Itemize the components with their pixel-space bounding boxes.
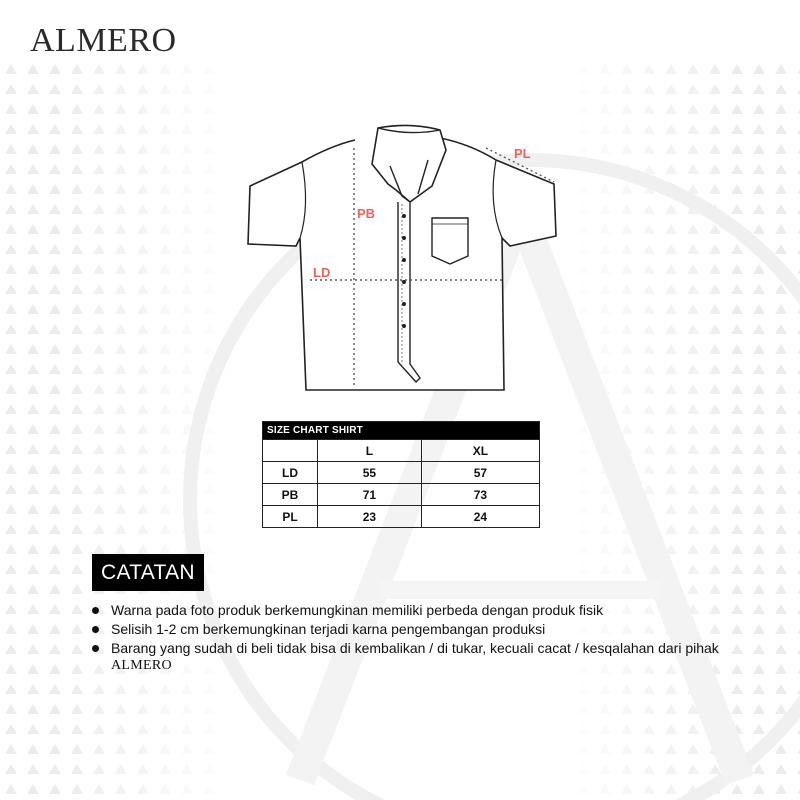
pl-label: PL: [514, 146, 531, 161]
cell-value: 23: [318, 506, 422, 528]
header-size-xl: XL: [421, 440, 539, 462]
pb-label: PB: [357, 206, 376, 221]
cell-value: 73: [421, 484, 539, 506]
table-row: [263, 506, 540, 528]
shirt-diagram: [240, 120, 570, 400]
note-text: Barang yang sudah di beli tidak bisa di kembalikan / di tukar, kecuali cacat / kesqalahan dari pihak: [111, 640, 719, 656]
row-label: LD: [263, 462, 318, 484]
table-row: [263, 484, 540, 506]
size-chart-title: SIZE CHART SHIRT: [263, 422, 540, 440]
header-size-l: L: [318, 440, 422, 462]
cell-value: 71: [318, 484, 422, 506]
bullet-icon: [92, 607, 99, 614]
note-text: Selisih 1-2 cm berkemungkinan terjadi karna pengembangan produksi: [111, 621, 546, 637]
brand-logo: ALMERO: [30, 22, 177, 59]
notes-list: [92, 602, 732, 677]
cell-value: 55: [318, 462, 422, 484]
notes-title: CATATAN: [92, 554, 204, 591]
cell-value: 24: [421, 506, 539, 528]
row-label: PB: [263, 484, 318, 506]
bullet-icon: [92, 645, 99, 652]
size-chart-header-row: [263, 440, 540, 462]
size-chart-title-row: [263, 422, 540, 440]
note-text: Warna pada foto produk berkemungkinan memiliki perbeda dengan produk fisik: [111, 602, 604, 618]
list-item: [92, 621, 732, 637]
bullet-icon: [92, 626, 99, 633]
cell-value: 57: [421, 462, 539, 484]
table-row: [263, 462, 540, 484]
shirt-outline: [240, 120, 570, 400]
shirt-pocket: [432, 218, 468, 264]
size-chart-table: [262, 421, 540, 528]
header-empty: [263, 440, 318, 462]
ld-label: LD: [313, 265, 331, 280]
list-item: [92, 602, 732, 618]
note-brand: ALMERO: [111, 658, 172, 673]
row-label: PL: [263, 506, 318, 528]
list-item: [92, 640, 732, 674]
